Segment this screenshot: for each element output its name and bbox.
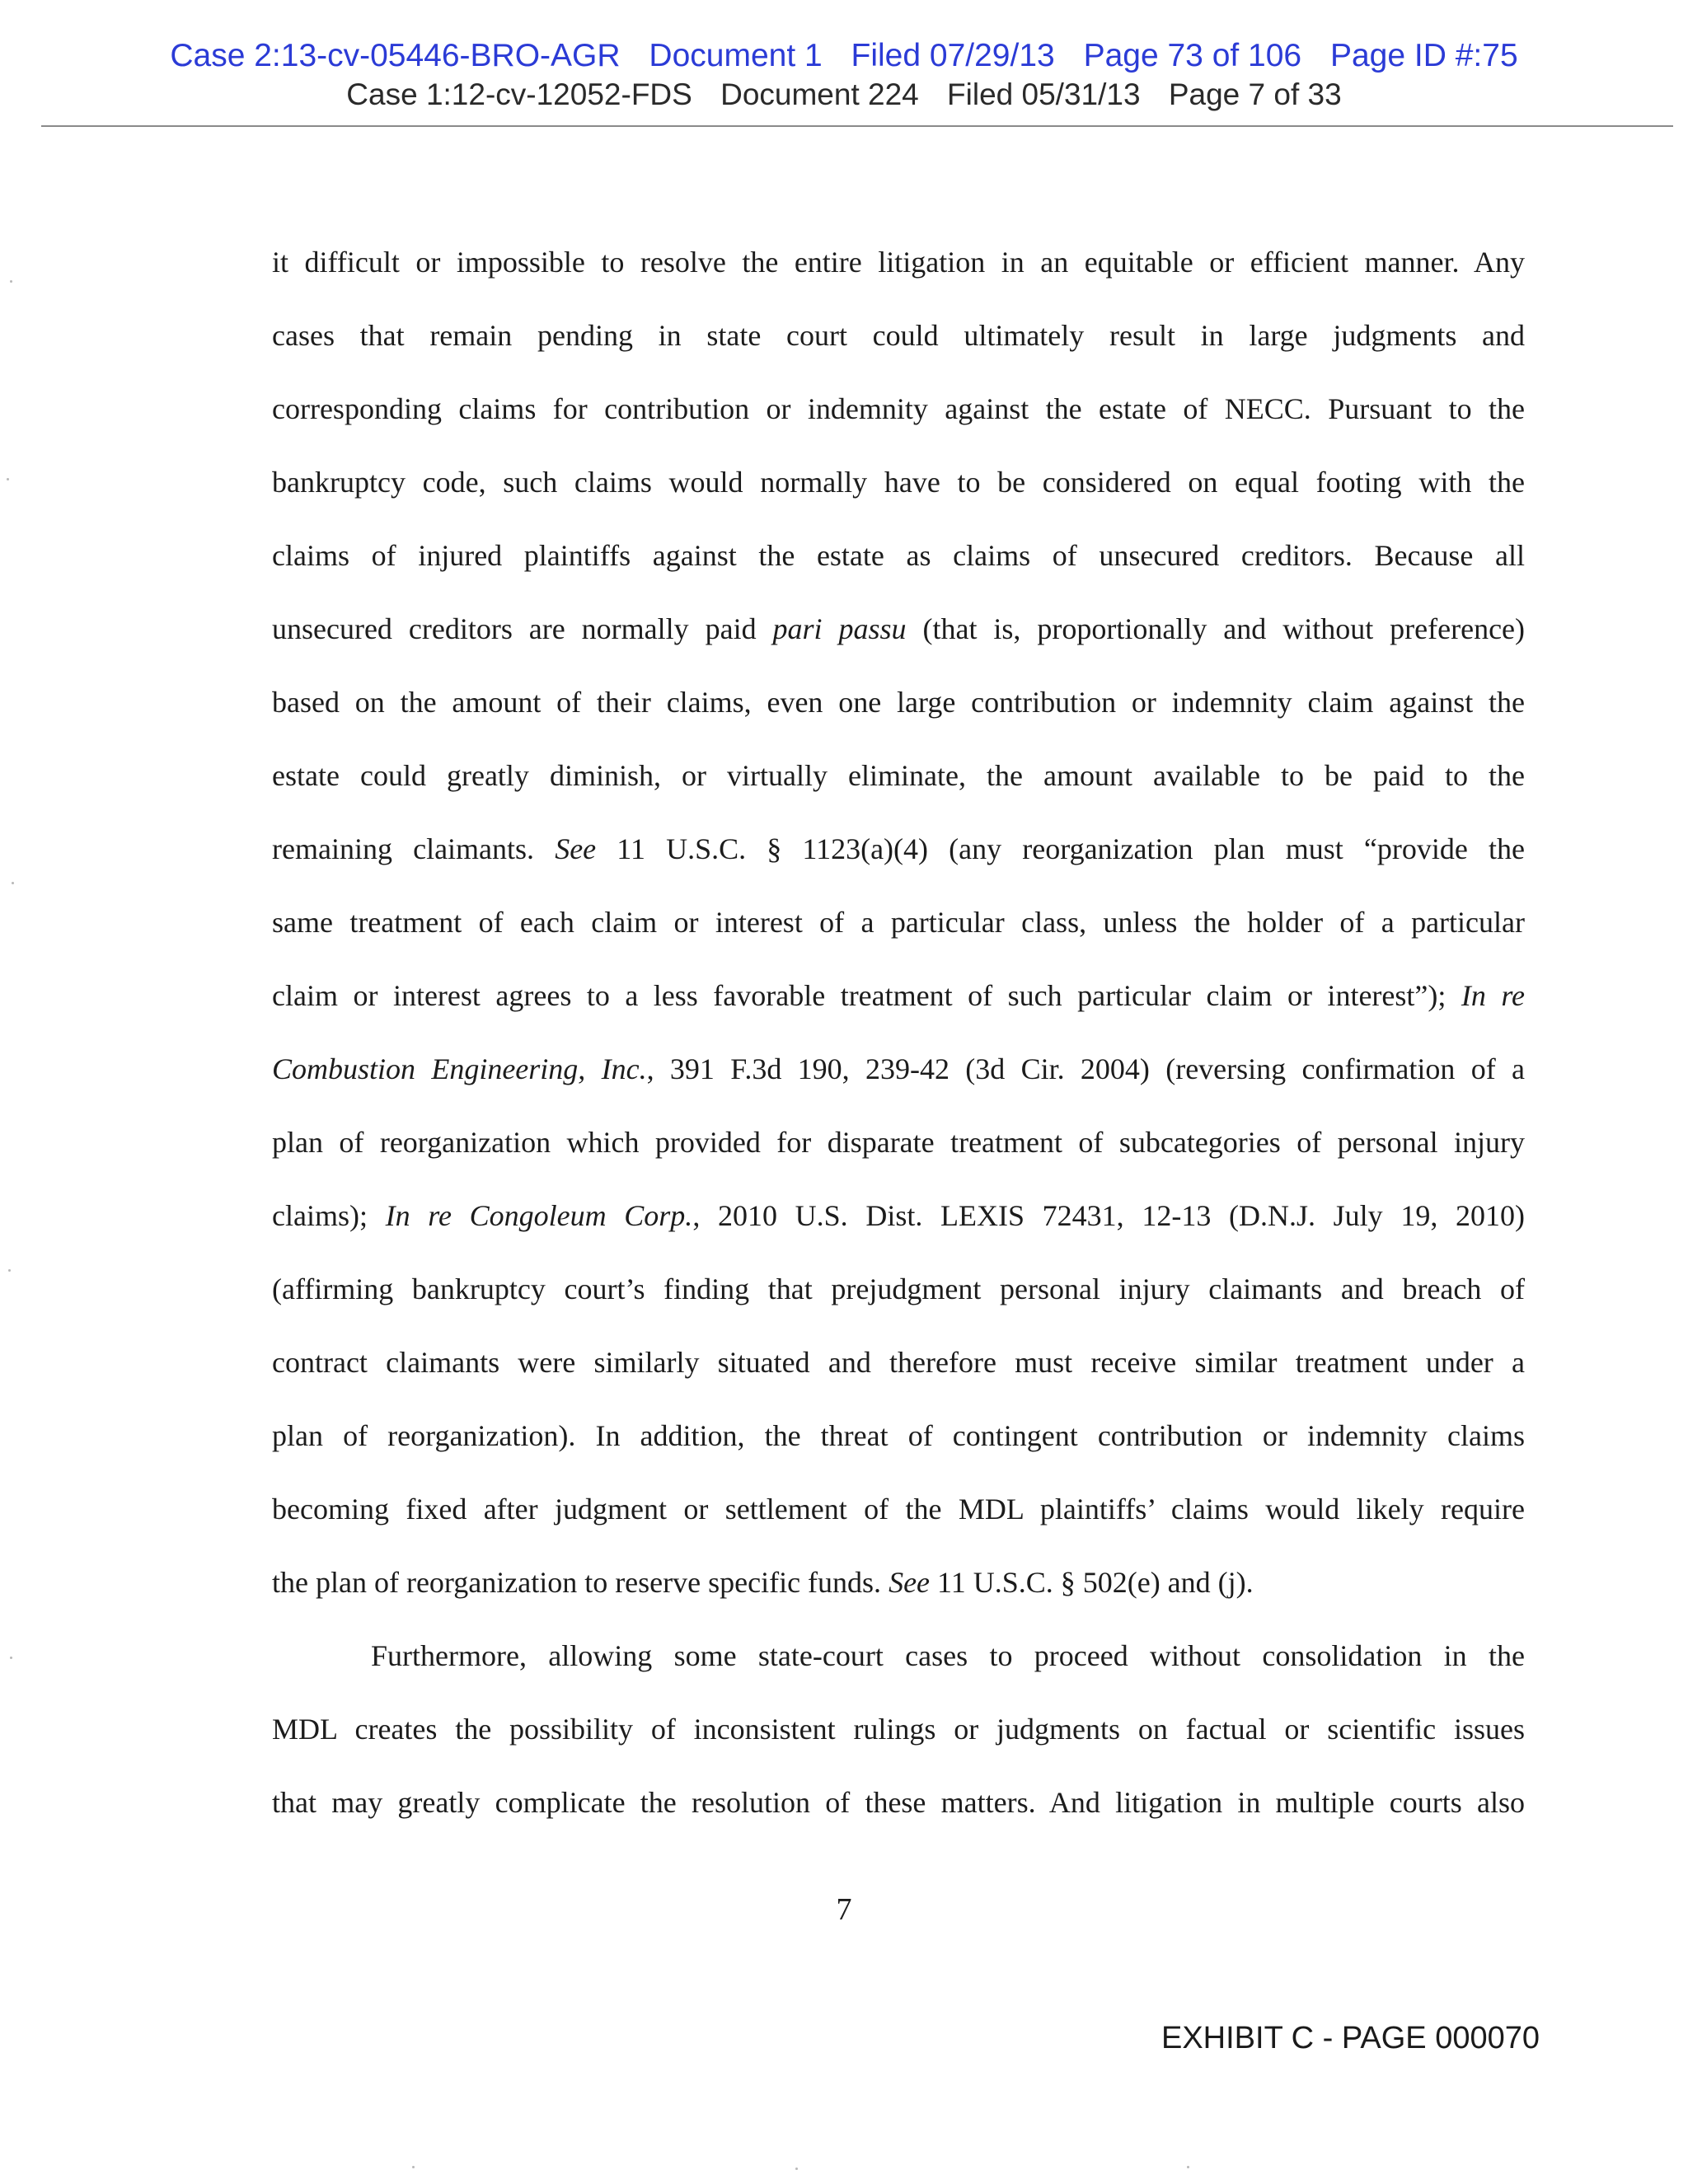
text-line: plan of reorganization). In addition, the threat of contingent contribution or indemnity claims [272, 1419, 1525, 1452]
text-line: based on the amount of their claims, even one large contribution or indemnity claim against the [272, 686, 1525, 719]
exhibit-stamp: EXHIBIT C - PAGE 000070 [1160, 2021, 1540, 2055]
scan-speck [10, 280, 12, 283]
body-paragraph-2 [272, 1619, 1525, 1840]
court-filing-stamp-black [0, 77, 1688, 112]
scan-speck [12, 882, 14, 884]
stamp-filed-date: Filed 07/29/13 [851, 38, 1055, 73]
text-line: Furthermore, allowing some state-court cases to proceed without consolidation in the [371, 1639, 1525, 1672]
text-line: bankruptcy code, such claims would normally have to be considered on equal footing with the [272, 466, 1525, 499]
text-line: (affirming bankruptcy court’s finding that prejudgment personal injury claimants and breach of [272, 1272, 1525, 1305]
text-line: Combustion Engineering, Inc., 391 F.3d 190, 239-42 (3d Cir. 2004) (reversing confirmation of a [272, 1052, 1526, 1085]
text-line: the plan of reorganization to reserve specific funds. See 11 U.S.C. § 502(e) and (j). [272, 1566, 1254, 1599]
text-line: it difficult or impossible to resolve the entire litigation in an equitable or efficient manner. Any [272, 246, 1525, 279]
text-line: claim or interest agrees to a less favorable treatment of such particular claim or interest”); In re [272, 979, 1525, 1012]
text-line: claims); In re Congoleum Corp., 2010 U.S. Dist. LEXIS 72431, 12-13 (D.N.J. July 19, 2010) [272, 1199, 1525, 1232]
scan-speck [1187, 2166, 1189, 2168]
text-line: cases that remain pending in state court could ultimately result in large judgments and [272, 319, 1525, 352]
page-number: 7 [836, 1892, 852, 1927]
stamp-document-number: Document 224 [720, 77, 919, 111]
court-filing-stamp-blue [0, 38, 1688, 74]
text-line: plan of reorganization which provided for disparate treatment of subcategories of personal injury [272, 1126, 1525, 1159]
text-line: estate could greatly diminish, or virtually eliminate, the amount available to be paid to the [272, 759, 1525, 792]
stamp-case-number: Case 2:13-cv-05446-BRO-AGR [170, 38, 621, 73]
text-line: claims of injured plaintiffs against the estate as claims of unsecured creditors. Because all [272, 539, 1525, 572]
text-line: contract claimants were similarly situated and therefore must receive similar treatment under a [272, 1346, 1525, 1379]
italic-citation: Combustion Engineering, Inc. [272, 1052, 647, 1085]
italic-citation: See [889, 1566, 931, 1599]
stamp-page-count: Page 7 of 33 [1168, 77, 1342, 111]
body-paragraph-1 [272, 226, 1525, 1619]
italic-citation: In re [1461, 979, 1525, 1012]
text-line: that may greatly complicate the resolution of these matters. And litigation in multiple courts also [272, 1786, 1525, 1819]
scan-speck [10, 1657, 12, 1659]
stamp-case-number: Case 1:12-cv-12052-FDS [346, 77, 692, 111]
text-line: MDL creates the possibility of inconsistent rulings or judgments on factual or scientific issues [272, 1713, 1525, 1746]
text-line: unsecured creditors are normally paid pari passu (that is, proportionally and without preference) [272, 612, 1526, 645]
italic-citation: See [555, 832, 597, 865]
document-body [272, 226, 1525, 1840]
stamp-page-count: Page 73 of 106 [1083, 38, 1302, 73]
text-line: same treatment of each claim or interest of a particular class, unless the holder of a particular [272, 906, 1525, 939]
scan-speck [795, 2168, 798, 2170]
header-divider [41, 125, 1673, 127]
scan-speck [412, 2166, 415, 2168]
italic-citation: pari passu [772, 612, 907, 645]
stamp-filed-date: Filed 05/31/13 [947, 77, 1141, 111]
scan-speck [8, 1269, 11, 1272]
stamp-page-id: Page ID #:75 [1329, 38, 1518, 73]
text-line: corresponding claims for contribution or indemnity against the estate of NECC. Pursuant to the [272, 392, 1525, 425]
text-line: remaining claimants. See 11 U.S.C. § 1123(a)(4) (any reorganization plan must “provide the [272, 832, 1525, 865]
stamp-document-number: Document 1 [649, 38, 823, 73]
text-line: becoming fixed after judgment or settlement of the MDL plaintiffs’ claims would likely require [272, 1493, 1525, 1526]
scan-speck [7, 478, 9, 480]
italic-citation: In re Congoleum Corp. [385, 1199, 693, 1232]
